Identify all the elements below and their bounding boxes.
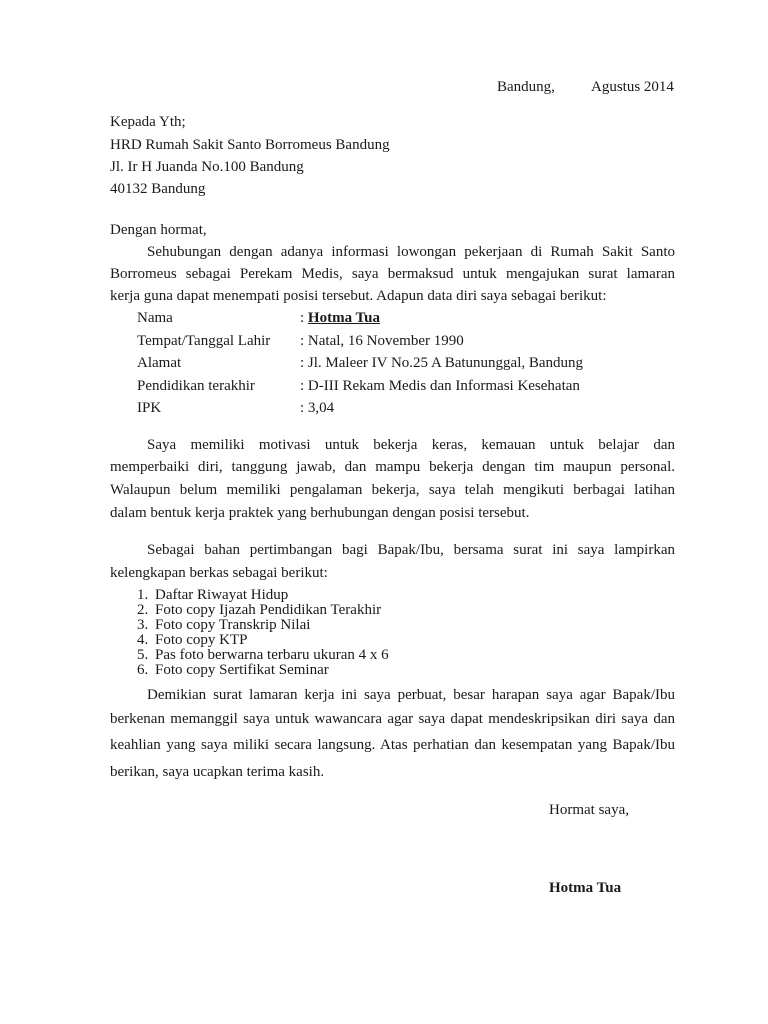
recipient-line: 40132 Bandung — [110, 181, 206, 197]
recipient-line: Kepada Yth; — [110, 114, 186, 130]
paragraph-line: memperbaiki diri, tanggung jawab, dan mampu bekerja dengan tim maupun personal. — [110, 459, 675, 475]
data-label: IPK — [137, 400, 162, 416]
list-item: Daftar Riwayat Hidup — [155, 587, 289, 603]
data-value: : 3,04 — [300, 400, 335, 416]
paragraph-line: Sebagai bahan pertimbangan bagi Bapak/Ibu, bersama surat ini saya lampirkan — [147, 542, 675, 558]
data-label: Pendidikan terakhir — [137, 378, 255, 394]
paragraph-line: Demikian surat lamaran kerja ini saya perbuat, besar harapan saya agar Bapak/Ibu — [147, 687, 675, 703]
list-number: 5. — [137, 647, 149, 663]
data-value: : Natal, 16 November 1990 — [300, 333, 464, 349]
data-label: Tempat/Tanggal Lahir — [137, 333, 271, 349]
signature-name: Hotma Tua — [549, 880, 622, 896]
data-value: : Hotma Tua — [300, 310, 381, 326]
list-item: Pas foto berwarna terbaru ukuran 4 x 6 — [155, 647, 389, 663]
list-number: 2. — [137, 602, 149, 618]
recipient-line: HRD Rumah Sakit Santo Borromeus Bandung — [110, 137, 390, 153]
paragraph-line: kelengkapan berkas sebagai berikut: — [110, 565, 328, 581]
letter-city: Bandung, — [497, 79, 555, 95]
recipient-line: Jl. Ir H Juanda No.100 Bandung — [110, 159, 304, 175]
list-number: 6. — [137, 662, 149, 678]
data-value: : Jl. Maleer IV No.25 A Batununggal, Bandung — [300, 355, 584, 371]
letter-date: Agustus 2014 — [591, 79, 674, 95]
paragraph-line: berikan, saya ucapkan terima kasih. — [110, 764, 325, 780]
paragraph-line: berkenan memanggil saya untuk wawancara agar saya dapat mendeskripsikan diri saya dan — [110, 711, 675, 727]
paragraph-line: Walaupun belum memiliki pengalaman bekerja, saya telah mengikuti berbagai latihan — [110, 482, 675, 498]
list-item: Foto copy Ijazah Pendidikan Terakhir — [155, 602, 382, 618]
greeting: Dengan hormat, — [110, 222, 207, 238]
list-number: 4. — [137, 632, 149, 648]
paragraph-line: kerja guna dapat menempati posisi tersebut. Adapun data diri saya sebagai berikut: — [110, 288, 607, 304]
list-item: Foto copy KTP — [155, 632, 248, 648]
paragraph-line: keahlian yang saya miliki secara langsung. Atas perhatian dan kesempatan yang Bapak/Ibu — [110, 737, 675, 753]
paragraph-line: Sehubungan dengan adanya informasi lowongan pekerjaan di Rumah Sakit Santo — [147, 244, 675, 260]
data-label: Alamat — [137, 355, 182, 371]
data-label: Nama — [137, 310, 173, 326]
paragraph-line: dalam bentuk kerja praktek yang berhubungan dengan posisi tersebut. — [110, 505, 530, 521]
list-number: 1. — [137, 587, 149, 603]
closing: Hormat saya, — [549, 802, 629, 818]
data-value: : D-III Rekam Medis dan Informasi Kesehatan — [300, 378, 580, 394]
paragraph-line: Borromeus sebagai Perekam Medis, saya bermaksud untuk mengajukan surat lamaran — [110, 266, 675, 282]
paragraph-line: Saya memiliki motivasi untuk bekerja keras, kemauan untuk belajar dan — [147, 437, 675, 453]
list-item: Foto copy Sertifikat Seminar — [155, 662, 329, 678]
list-number: 3. — [137, 617, 149, 633]
list-item: Foto copy Transkrip Nilai — [155, 617, 311, 633]
